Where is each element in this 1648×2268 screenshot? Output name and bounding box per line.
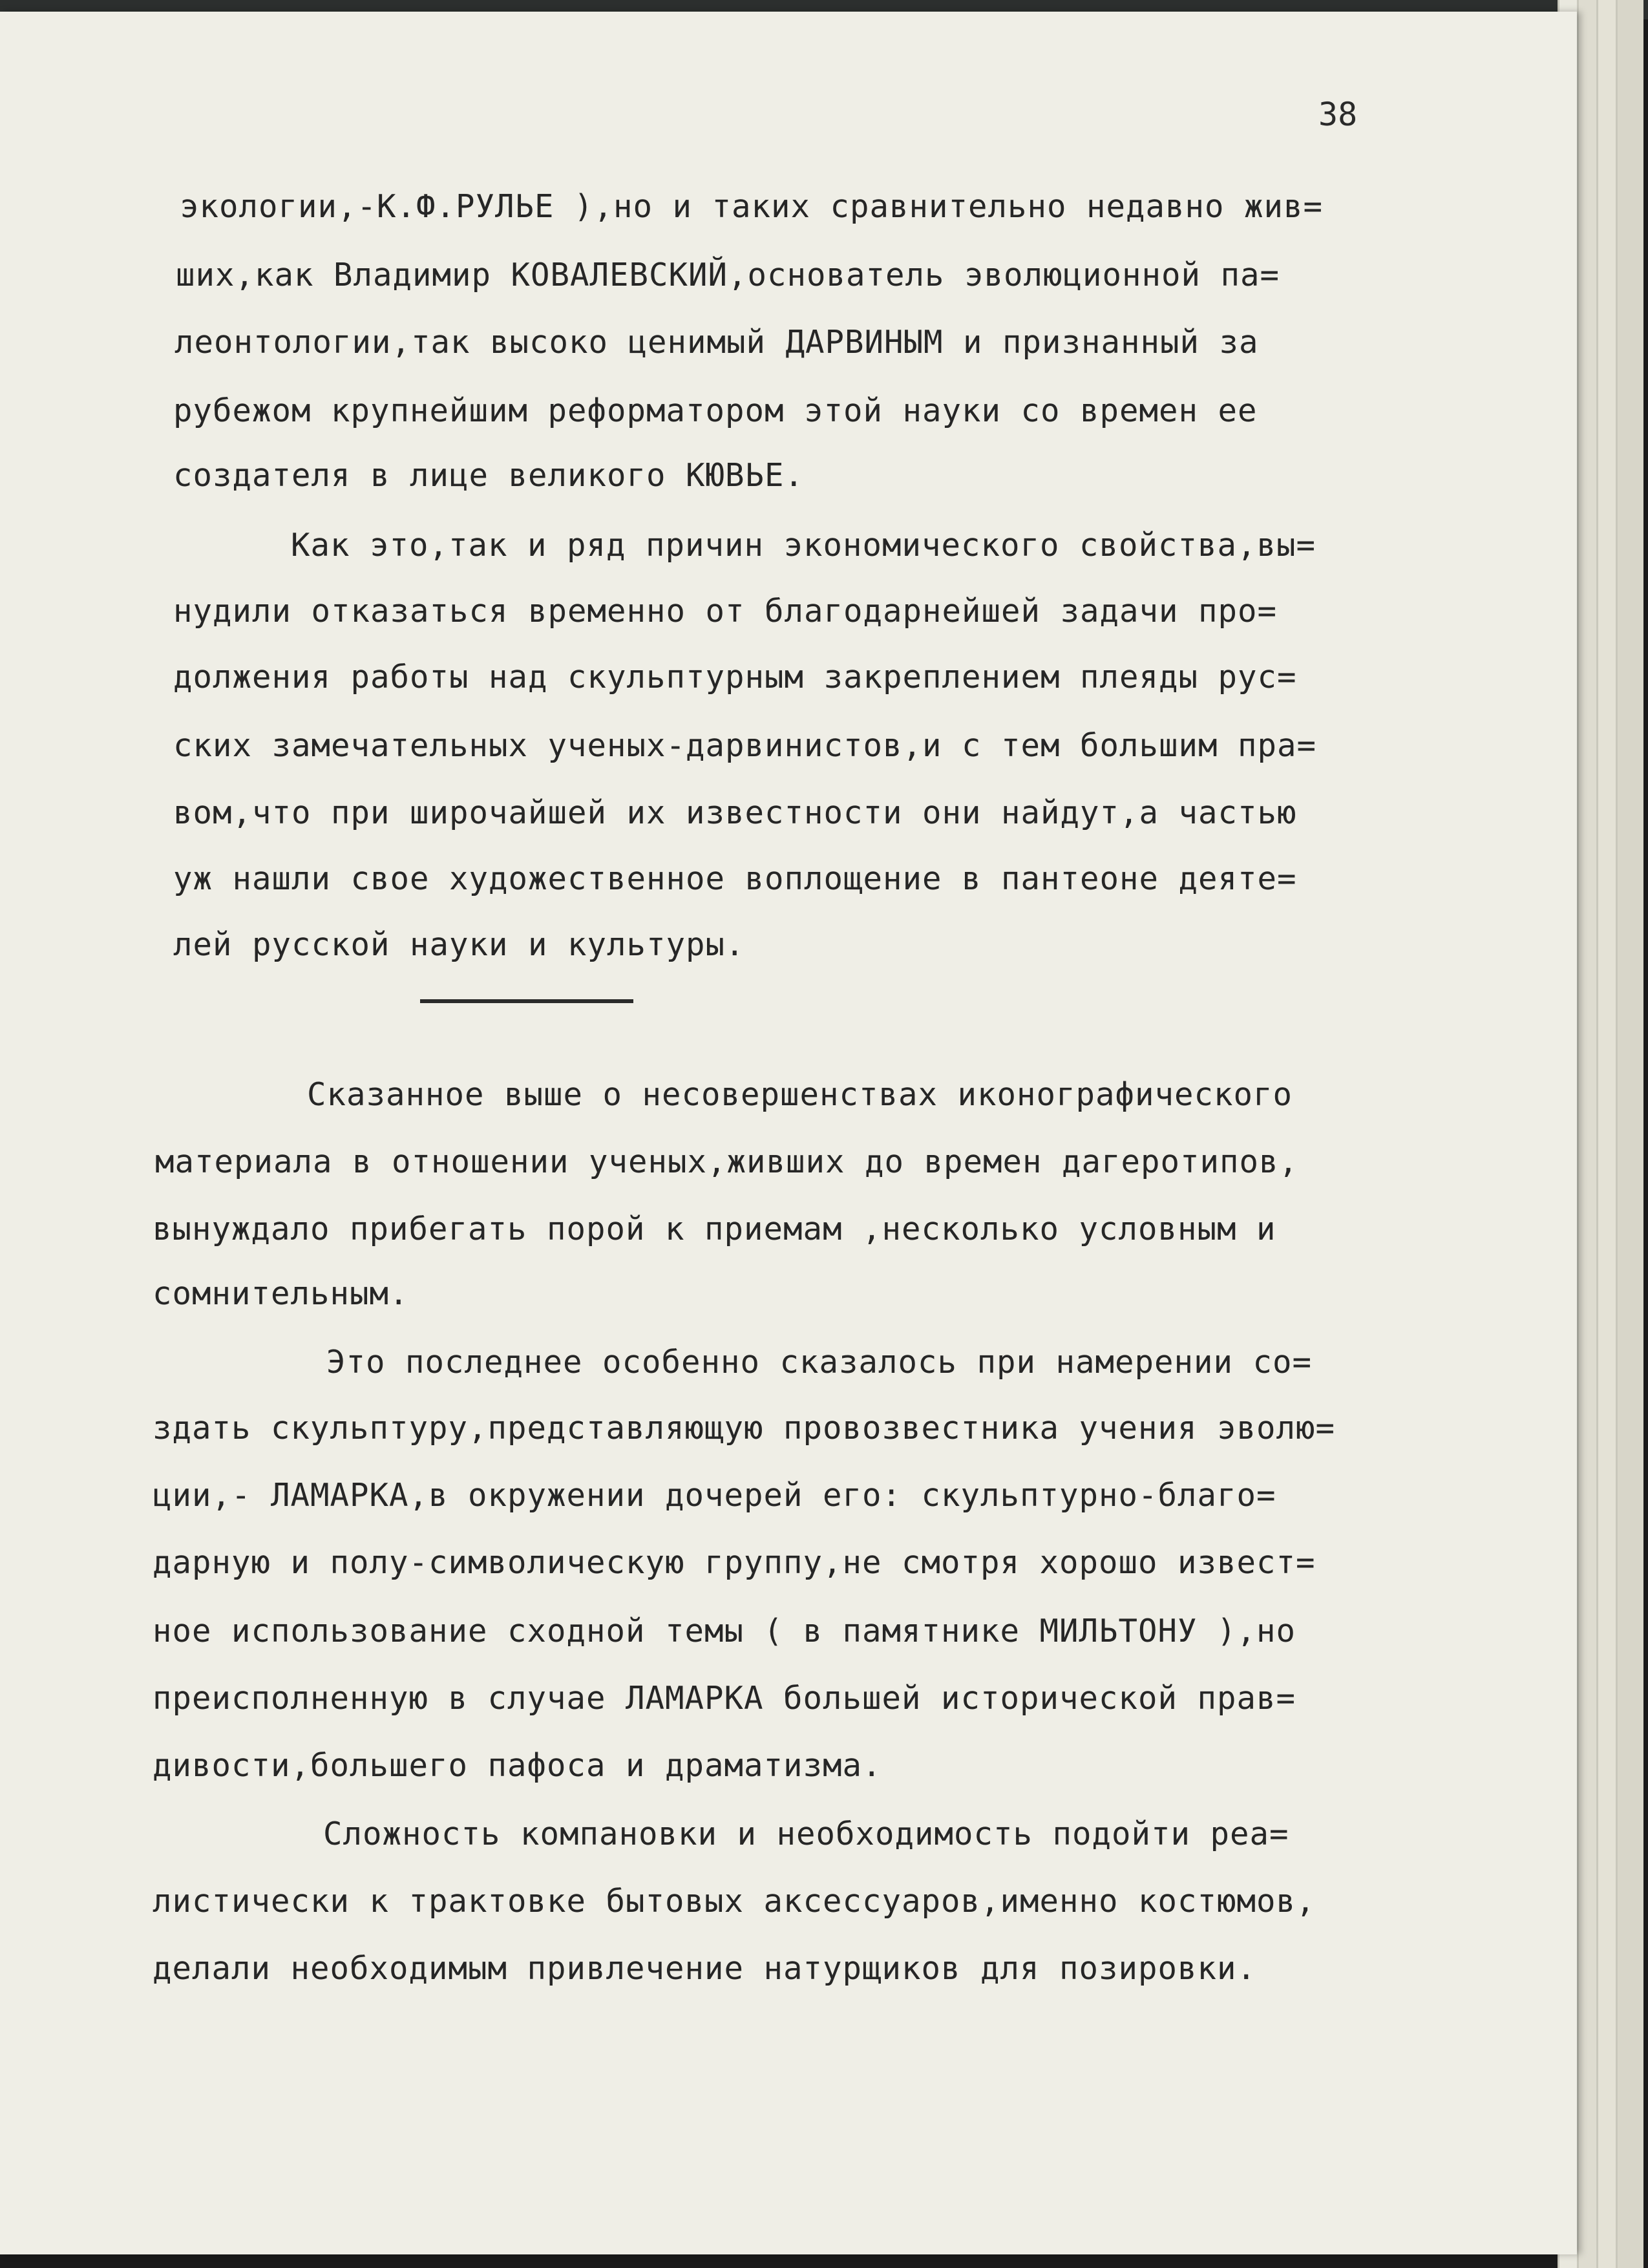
text-line: леонтологии,так высоко ценимый ДАРВИНЫМ и признанный за (174, 324, 1259, 361)
text-line: создателя в лице великого КЮВЬЕ. (173, 457, 805, 494)
text-line: ских замечательных ученых-дарвинистов,и с тем большим пра= (173, 727, 1317, 764)
text-line: Сказанное выше о несовершенствах иконографического (307, 1076, 1293, 1113)
text-line: дарную и полу-символическую группу,не смотря хорошо извест= (153, 1544, 1316, 1581)
text-line: рубежом крупнейшим реформатором этой науки со времен ее (173, 392, 1258, 429)
text-line: листически к трактовке бытовых аксессуаров,именно костюмов, (153, 1883, 1316, 1920)
text-line: здать скульптуру,представляющую провозвестника учения эволю= (153, 1410, 1336, 1447)
text-line: ших,как Владимир КОВАЛЕВСКИЙ,основатель эволюционной па= (176, 257, 1280, 293)
text-line: делали необходимым привлечение натурщиков для позировки. (153, 1950, 1257, 1987)
text-line: ное использование сходной темы ( в памятнике МИЛЬТОНУ ),но (153, 1613, 1296, 1649)
text-line: материала в отношении ученых,живших до времен дагеротипов, (155, 1143, 1299, 1180)
text-line: вом,что при широчайшей их известности они найдут,а частью (173, 794, 1297, 831)
text-line: дивости,большего пафоса и драматизма. (153, 1747, 882, 1784)
page-number: 38 (1318, 96, 1358, 133)
text-line: Как это,так и ряд причин экономического свойства,вы= (291, 527, 1316, 564)
text-line: Это последнее особенно сказалось при намерении со= (326, 1344, 1313, 1381)
text-line: уж нашли свое художественное воплощение в пантеоне деяте= (173, 860, 1297, 897)
text-line: ции,- ЛАМАРКА,в окружении дочерей его: скульптурно-благо= (153, 1477, 1276, 1514)
section-divider (420, 999, 633, 1003)
page-edge (1616, 0, 1643, 2268)
text-line: преисполненную в случае ЛАМАРКА большей исторической прав= (153, 1680, 1296, 1717)
text-line: нудили отказаться временно от благодарнейшей задачи про= (173, 593, 1278, 630)
text-line: сомнительным. (153, 1275, 409, 1312)
text-line: Сложность компановки и необходимость подойти реа= (323, 1816, 1289, 1852)
text-line: лей русской науки и культуры. (173, 926, 745, 963)
text-line: вынуждало прибегать порой к приемам ,несколько условным и (153, 1211, 1276, 1247)
typewritten-page (0, 12, 1577, 2254)
text-line: экологии,-К.Ф.РУЛЬЕ ),но и таких сравнительно недавно жив= (180, 188, 1324, 225)
text-line: должения работы над скульптурным закреплением плеяды рус= (173, 659, 1297, 695)
